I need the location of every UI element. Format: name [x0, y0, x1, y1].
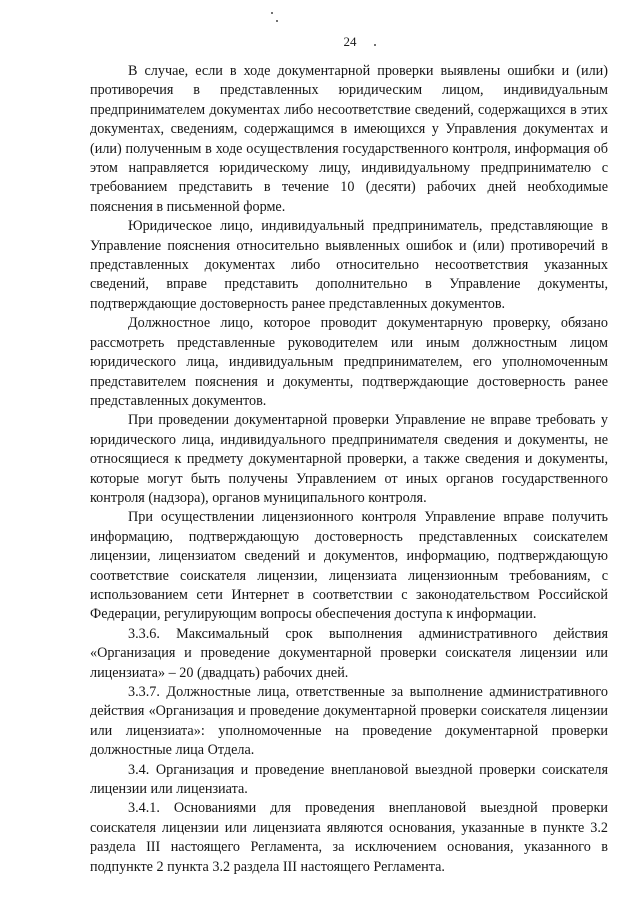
paragraph-explanations: Юридическое лицо, индивидуальный предприниматель, представляющие в Управление пояснения относительно выявленных ошибок и (или) противоречий в представленных документах либо относительно несоответствия указанных сведений, вправе представить дополнительно в Управление документы, подтверждающие достоверность ранее представленных документов.	[90, 218, 608, 312]
paragraph-official-review: Должностное лицо, которое проводит документарную проверку, обязано рассмотреть представленные руководителем или иным должностным лицом юридического лица, индивидуальным предпринимателем, его уполномоченным представителем пояснения и документы, подтверждающие достоверность ранее представленных документов.	[90, 315, 608, 409]
paragraph-3-4-1: 3.4.1. Основаниями для проведения внеплановой выездной проверки соискателя лицензии или лицензиата являются основания, указанные в пункте 3.2 раздела III настоящего Регламента, за исключением основания, указанного в подпункте 2 пункта 3.2 раздела III настоящего Регламента.	[90, 800, 608, 875]
paragraph-not-entitled: При проведении документарной проверки Управление не вправе требовать у юридического лица, индивидуального предпринимателя сведения и документы, не относящиеся к предмету документарной проверки, а также сведения и документы, которые могут быть получены Управлением от иных органов государственного контроля (надзора), органов муниципального контроля.	[90, 412, 608, 506]
scan-speck	[271, 12, 273, 14]
paragraph-license-control: При осуществлении лицензионного контроля Управление вправе получить информацию, подтверждающую достоверность представленных соискателем лицензии, лицензиатом сведений и документов, информацию, подтверждающую соответствие соискателя лицензии, лицензиата лицензионным требованиям, с использованием сети Интернет в соответствии с законодательством Российской Федерации, регулирующим вопросы обеспечения доступа к информации.	[90, 509, 608, 623]
scan-speck	[276, 20, 278, 22]
body-text	[90, 62, 608, 877]
paragraph-3-4: 3.4. Организация и проведение внеплановой выездной проверки соискателя лицензии или лицензиата.	[90, 761, 608, 798]
paragraph-3-3-6: 3.3.6. Максимальный срок выполнения административного действия «Организация и проведение документарной проверки соискателя лицензии или лицензиата» – 20 (двадцать) рабочих дней.	[90, 625, 608, 681]
paragraph-3-3-7: 3.3.7. Должностные лица, ответственные за выполнение административного действия «Организация и проведение документарной проверки соискателя лицензии или лицензиата»: уполномоченные на проведение документарной проверки должностные лица Отдела.	[90, 684, 608, 759]
scan-speck	[374, 44, 376, 46]
paragraph-errors-found: В случае, если в ходе документарной проверки выявлены ошибки и (или) противоречия в представленных юридическим лицом, индивидуальным предпринимателем документах либо несоответствие сведений, содержащихся в этих документах, сведениям, содержащимся в имеющихся у Управления документах и (или) полученным в ходе осуществления государственного контроля, информация об этом направляется юридическому лицу, индивидуальному предпринимателю с требованием представить в течение 10 (десяти) рабочих дней необходимые пояснения в письменной форме.	[90, 63, 608, 215]
page-number: 24	[343, 34, 357, 49]
